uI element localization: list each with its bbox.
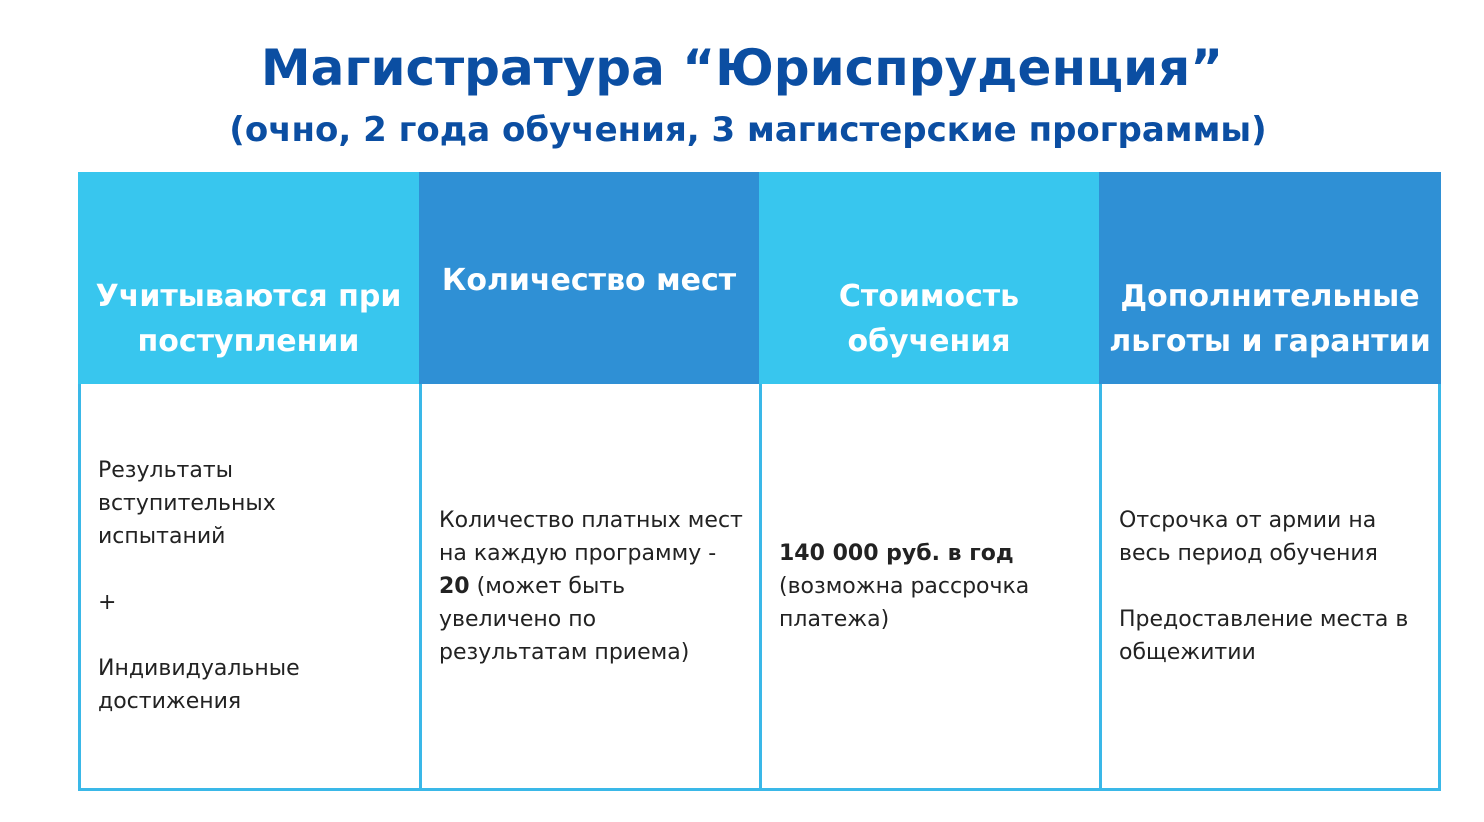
places-note-text: (может быть увеличено по результатам приема) bbox=[439, 573, 690, 665]
page-subtitle: (очно, 2 года обучения, 3 магистерские программы) bbox=[229, 110, 1267, 150]
cost-price-value: 140 000 руб. в год bbox=[779, 540, 1014, 566]
cell-cost bbox=[759, 384, 1099, 791]
column-header-admission: Учитываются при поступлении bbox=[78, 172, 419, 384]
admission-plus-text: + bbox=[98, 590, 117, 615]
admission-achievements-text: Индивидуальные достижения bbox=[98, 656, 300, 714]
cost-note-text: (возможна рассрочка платежа) bbox=[779, 573, 1030, 632]
places-intro-text: Количество платных мест на каждую программу - bbox=[439, 507, 743, 566]
column-header-places: Количество мест bbox=[419, 172, 759, 384]
page-title: Магистратура “Юриспруденция” bbox=[260, 39, 1224, 97]
places-count-value: 20 bbox=[439, 573, 470, 599]
cell-places bbox=[419, 384, 759, 791]
cell-admission bbox=[78, 384, 419, 791]
cell-benefits bbox=[1099, 384, 1441, 791]
column-header-benefits: Дополнительные льготы и гарантии bbox=[1099, 172, 1441, 384]
column-header-cost: Стоимость обучения bbox=[759, 172, 1099, 384]
benefits-dorm-text: Предоставление места в общежитии bbox=[1119, 606, 1409, 665]
benefits-army-text: Отсрочка от армии на весь период обучения bbox=[1119, 507, 1378, 566]
admission-exams-text: Результаты вступительных испытаний bbox=[98, 458, 276, 549]
info-table bbox=[78, 172, 1441, 791]
